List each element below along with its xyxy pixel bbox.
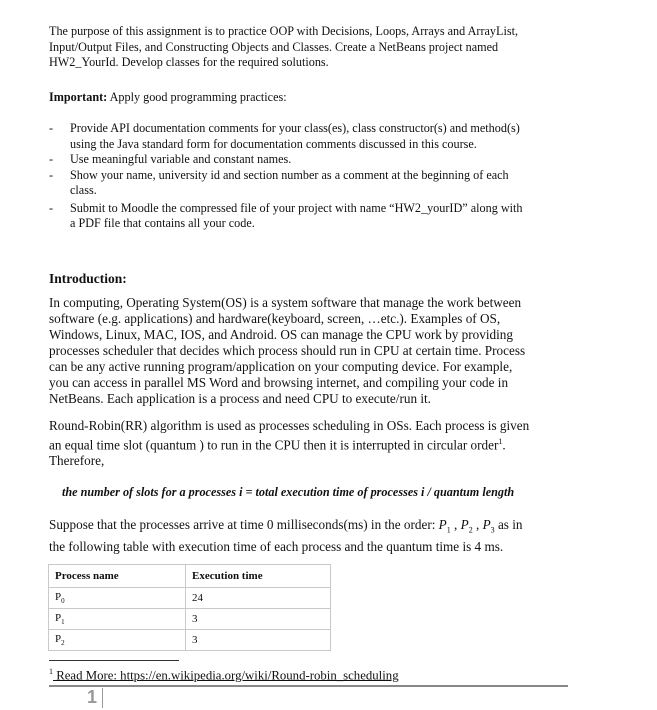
- list-item: [49, 201, 589, 232]
- intro-paragraph: [49, 24, 609, 71]
- execution-time-cell: 3: [186, 630, 331, 651]
- paragraph-line: Suppose that the processes arrive at time 0 milliseconds(ms) in the order: $P_1$ , $P_2$ , $P_3$ as in: [49, 517, 523, 535]
- footnote-separator: [49, 660, 179, 661]
- execution-time-cell: 3: [186, 609, 331, 630]
- footnote-reference[interactable]: 1: [498, 437, 503, 446]
- footnote-mark: 1: [49, 667, 53, 676]
- process-name-cell: $P_0$: [49, 588, 186, 609]
- list-item: [49, 168, 589, 199]
- paragraph-line: an equal time slot (quantum ) to run in the CPU then it is interrupted in circular order$^1$.: [49, 437, 506, 453]
- page-number-divider: [102, 688, 103, 708]
- table-row: [49, 630, 331, 651]
- paragraph-line: NetBeans. Each application is a process and need CPU to execute/run it.: [49, 391, 431, 406]
- important-label: Important:: [49, 90, 108, 104]
- paragraph-line: Windows, Linux, MAC, IOS, and Android. OS can manage the CPU work by providing: [49, 327, 513, 342]
- bullet-line: using the Java standard form for documentation comments discussed in this course.: [70, 136, 477, 151]
- requirements-list: [49, 121, 589, 232]
- important-text: Apply good programming practices:: [107, 90, 287, 104]
- process-table-wrap: [48, 564, 331, 651]
- paragraph-line: Round-Robin(RR) algorithm is used as processes scheduling in OSs. Each process is given: [49, 418, 530, 433]
- intro-line: HW2_YourId. Develop classes for the required solutions.: [49, 55, 329, 69]
- intro-line: The purpose of this assignment is to practice OOP with Decisions, Loops, Arrays and ArrayList,: [49, 24, 519, 38]
- formula: the number of slots for a processes i = total execution time of processes i / quantum length: [62, 485, 515, 499]
- execution-time-cell: 24: [186, 588, 331, 609]
- header-execution-time: Execution time: [186, 565, 331, 588]
- bullet-line: Submit to Moodle the compressed file of your project with name “HW2_yourID” along with: [70, 200, 523, 215]
- footnote: [49, 667, 399, 683]
- introduction-heading: Introduction:: [49, 271, 127, 286]
- bullet-dash: -: [49, 200, 54, 215]
- paragraph-line: Therefore,: [49, 453, 105, 469]
- paragraph-line: can be any active running program/application on your computing device. For example,: [49, 359, 513, 374]
- table-row: [49, 588, 331, 609]
- page-number: 1: [87, 687, 98, 707]
- footnote-text[interactable]: Read More: https://en.wikipedia.org/wiki/Round-robin_scheduling: [53, 668, 399, 683]
- header-process-name: Process name: [49, 565, 186, 588]
- list-item: [49, 152, 589, 168]
- process-name-cell: $P_1$: [49, 609, 186, 630]
- round-robin-paragraph: [49, 418, 568, 469]
- introduction-paragraph: [49, 295, 568, 407]
- bullet-line: Show your name, university id and section number as a comment at the beginning of each: [70, 167, 509, 182]
- table-header-row: [49, 565, 331, 588]
- list-item: [49, 121, 589, 152]
- important-line: [49, 90, 287, 106]
- intro-line: Input/Output Files, and Constructing Objects and Classes. Create a NetBeans project named: [49, 39, 499, 54]
- page-footer-rule: [49, 685, 568, 687]
- paragraph-line: the following table with execution time of each process and the quantum time is 4 ms.: [49, 538, 504, 554]
- bullet-line: Use meaningful variable and constant names.: [70, 152, 292, 166]
- table-row: [49, 609, 331, 630]
- bullet-line: class.: [70, 183, 97, 197]
- paragraph-line: software (e.g. applications) and hardware(keyboard, screen, …etc.). Examples of OS,: [49, 311, 501, 326]
- suppose-paragraph: [49, 517, 579, 555]
- paragraph-line: processes scheduler that decides which process should run in CPU at certain time. Process: [49, 343, 526, 358]
- bullet-dash: -: [49, 121, 54, 135]
- bullet-dash: -: [49, 152, 54, 166]
- bullet-line: Provide API documentation comments for your class(es), class constructor(s) and method(s): [70, 121, 520, 135]
- bullet-dash: -: [49, 167, 54, 182]
- paragraph-line: In computing, Operating System(OS) is a system software that manage the work between: [49, 295, 522, 310]
- bullet-line: a PDF file that contains all your code.: [70, 216, 255, 230]
- process-table: [48, 564, 331, 651]
- paragraph-line: you can access in parallel MS Word and browsing internet, and compiling your code in: [49, 375, 509, 390]
- process-name-cell: $P_2$: [49, 630, 186, 651]
